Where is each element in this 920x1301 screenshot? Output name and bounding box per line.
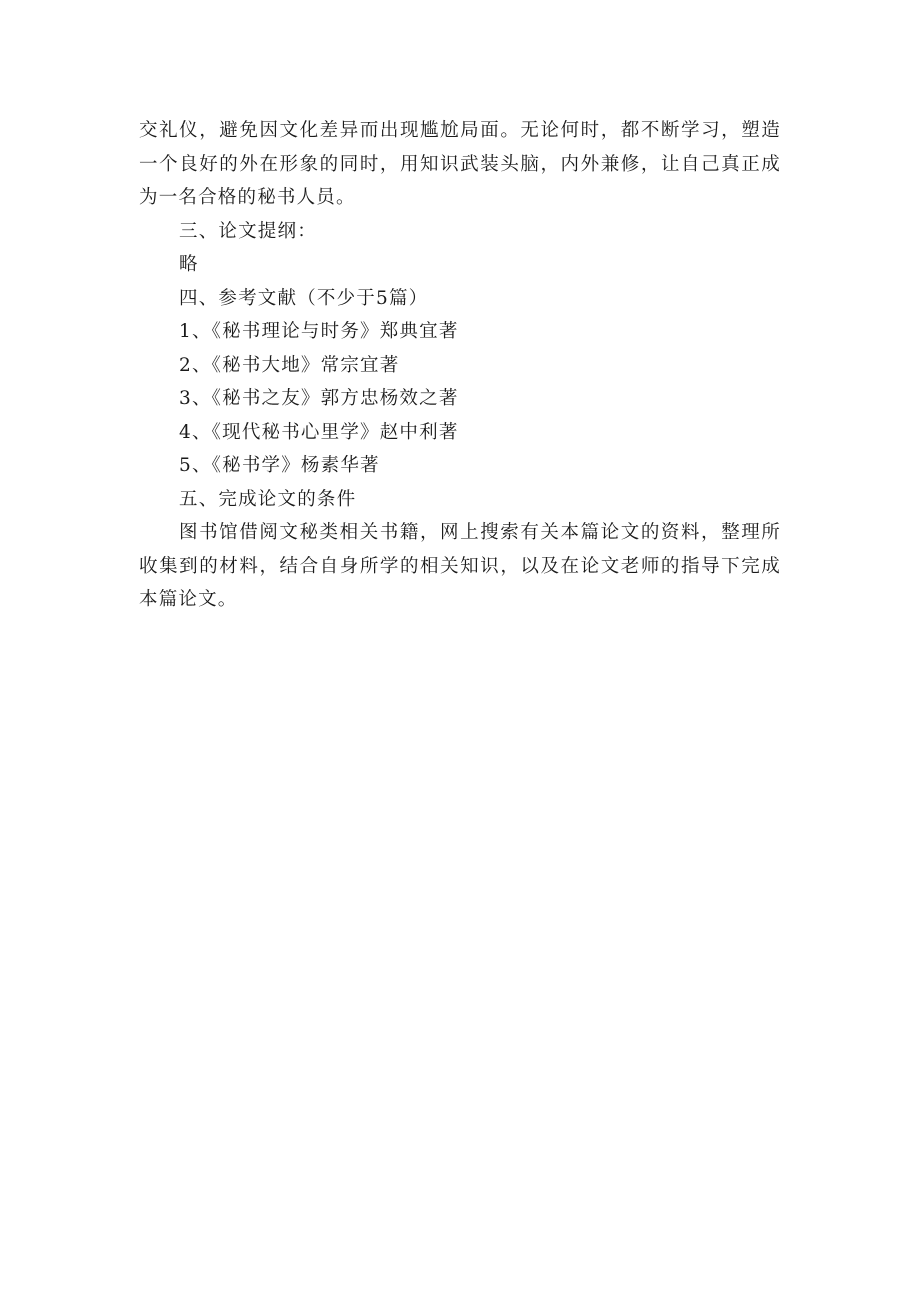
outline-body: 略 xyxy=(179,254,199,275)
paragraph-line: 一个良好的外在形象的同时，用知识武装头脑，内外兼修，让自己真正成 xyxy=(139,153,781,175)
paragraph-line: 交礼仪，避免因文化差异而出现尴尬局面。无论何时，都不断学习，塑造 xyxy=(139,120,781,141)
reference-item: 1、《秘书理论与时务》郑典宜著 xyxy=(179,321,459,342)
paragraph-line: 为一名合格的秘书人员。 xyxy=(139,187,356,208)
reference-item: 2、《秘书大地》常宗宜著 xyxy=(179,354,400,376)
conditions-paragraph xyxy=(139,516,781,617)
document-body xyxy=(139,114,781,617)
paragraph-line: 收集到的材料，结合自身所学的相关知识，以及在论文老师的指导下完成 xyxy=(139,555,781,577)
paragraph-line: 图书馆借阅文秘类相关书籍，网上搜索有关本篇论文的资料，整理所 xyxy=(179,522,781,543)
reference-item: 4、《现代秘书心里学》赵中利著 xyxy=(179,421,459,443)
section-heading-references: 四、参考文献（不少于5篇） xyxy=(179,287,429,309)
section-heading-conditions: 五、完成论文的条件 xyxy=(179,488,357,510)
paragraph-line: 本篇论文。 xyxy=(139,589,238,610)
continued-paragraph xyxy=(139,114,781,215)
reference-item: 5、《秘书学》杨素华著 xyxy=(179,455,380,476)
reference-list xyxy=(139,315,781,483)
section-heading-outline: 三、论文提纲： xyxy=(179,220,317,242)
reference-item: 3、《秘书之友》郭方忠杨效之著 xyxy=(179,388,459,409)
